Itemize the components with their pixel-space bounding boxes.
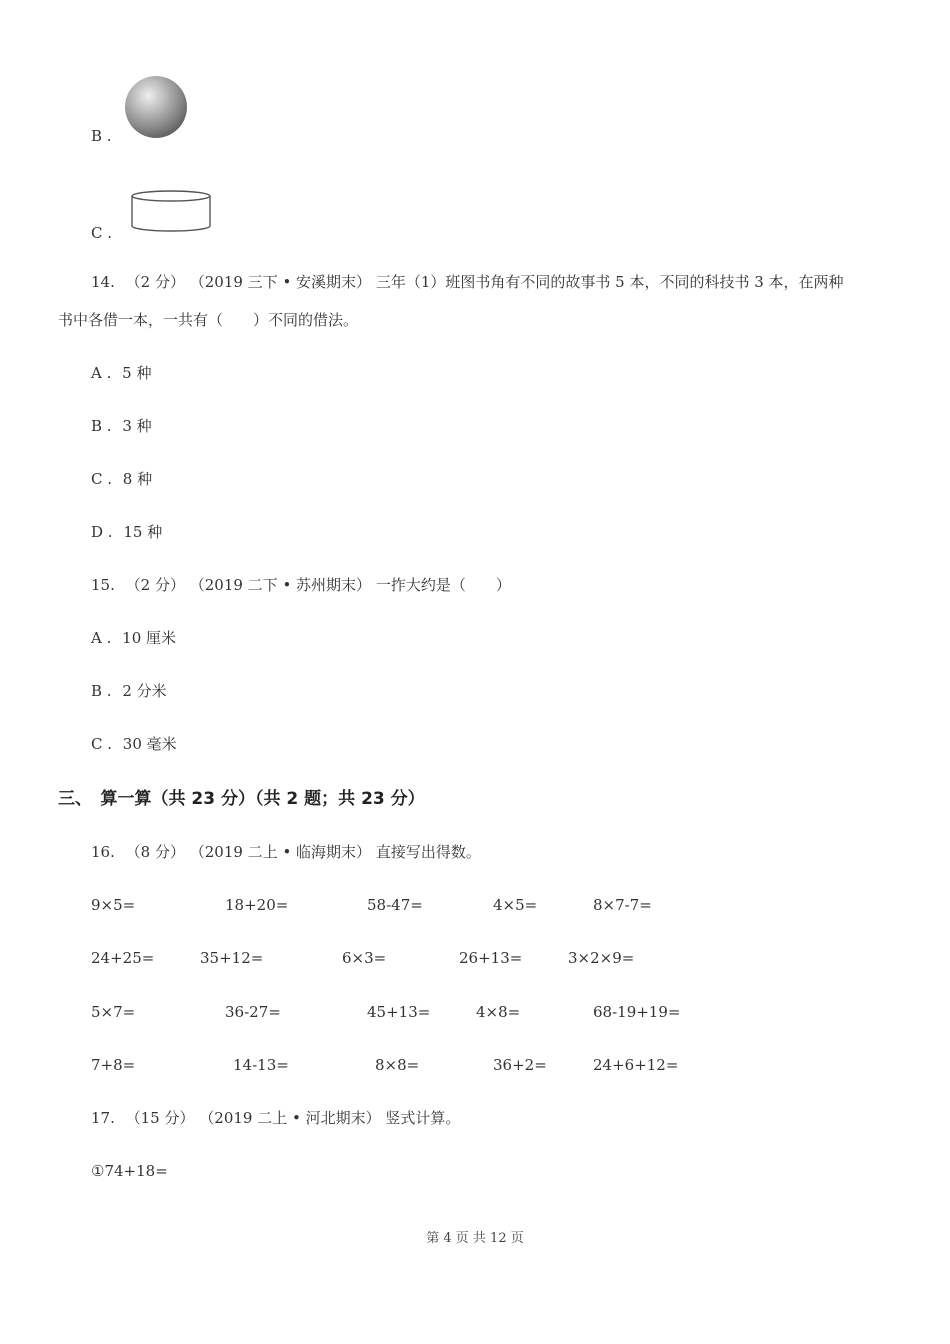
q17-score: （15 分）	[125, 1109, 195, 1127]
q16-line1	[91, 845, 481, 860]
q14-option-a	[91, 366, 151, 381]
q14-option-c	[91, 472, 152, 487]
q15-option-c-text: 30 毫米	[122, 735, 177, 753]
q16-r3-c5: 68-19+19=	[593, 1003, 681, 1021]
q14-option-d-text: 15 种	[123, 523, 163, 541]
q15-option-a-text: 10 厘米	[122, 629, 177, 647]
section-3-heading: 三、 算一算（共 23 分）（共 2 题；共 23 分）	[58, 789, 425, 809]
q17-number: 17.	[91, 1109, 115, 1127]
q16-score: （8 分）	[125, 843, 185, 861]
q14-number: 14.	[91, 273, 115, 291]
q15-option-c	[91, 737, 177, 752]
q14-stem-line1: 三年（1）班图书角有不同的故事书 5 本，不同的科技书 3 本，在两种	[375, 273, 844, 291]
q15-option-b-text: 2 分米	[122, 682, 167, 700]
page-footer: 第 4 页 共 12 页	[426, 1231, 524, 1246]
sphere-image	[123, 74, 189, 140]
q16-r4-c2: 14-13=	[233, 1056, 289, 1074]
q14-option-c-label: C .	[91, 470, 113, 488]
q16-r1-c4: 4×5=	[493, 896, 538, 914]
q14-line1	[91, 275, 844, 290]
q16-r2-c1: 24+25=	[91, 949, 155, 967]
q16-r4-c1: 7+8=	[91, 1056, 136, 1074]
q14-option-d	[91, 525, 162, 540]
q16-r1-c3: 58-47=	[367, 896, 423, 914]
q14-option-b-label: B .	[91, 417, 112, 435]
q16-r2-c5: 3×2×9=	[568, 949, 635, 967]
q14-score: （2 分）	[125, 273, 185, 291]
q15-source: （2019 二下 • 苏州期末）	[189, 576, 372, 594]
q13-option-c-label: C .	[91, 224, 113, 242]
q14-source: （2019 三下 • 安溪期末）	[189, 273, 372, 291]
q17-line1	[91, 1111, 460, 1126]
q15-stem: 一拃大约是（ ）	[375, 576, 511, 594]
q16-r3-c2: 36-27=	[225, 1003, 281, 1021]
q15-option-a-label: A .	[91, 629, 112, 647]
q14-option-d-label: D .	[91, 523, 113, 541]
q16-r3-c4: 4×8=	[476, 1003, 521, 1021]
q17-source: （2019 二上 • 河北期末）	[199, 1109, 381, 1127]
q14-option-b-text: 3 种	[122, 417, 152, 435]
q15-line1	[91, 578, 511, 593]
q16-number: 16.	[91, 843, 115, 861]
q16-r4-c4: 36+2=	[493, 1056, 547, 1074]
q16-r2-c3: 6×3=	[342, 949, 387, 967]
q16-r1-c5: 8×7-7=	[593, 896, 652, 914]
q16-r4-c5: 24+6+12=	[593, 1056, 679, 1074]
q15-option-a	[91, 631, 176, 646]
q15-number: 15.	[91, 576, 115, 594]
q14-stem-line2: 书中各借一本，一共有（ ）不同的借法。	[58, 311, 359, 329]
q14-option-c-text: 8 种	[122, 470, 153, 488]
cylinder-image	[130, 189, 212, 235]
q15-option-b-label: B .	[91, 682, 112, 700]
q16-r3-c3: 45+13=	[367, 1003, 431, 1021]
q16-source: （2019 二上 • 临海期末）	[189, 843, 372, 861]
q16-stem: 直接写出得数。	[375, 843, 481, 861]
q13-option-b-label: B .	[91, 127, 112, 145]
q16-r2-c2: 35+12=	[200, 949, 264, 967]
q15-score: （2 分）	[125, 576, 185, 594]
q16-r3-c1: 5×7=	[91, 1003, 136, 1021]
q15-option-c-label: C .	[91, 735, 113, 753]
q16-r1-c2: 18+20=	[225, 896, 289, 914]
q16-r4-c3: 8×8=	[375, 1056, 420, 1074]
q14-option-a-label: A .	[91, 364, 112, 382]
q15-option-b	[91, 684, 167, 699]
q14-option-a-text: 5 种	[122, 364, 152, 382]
q17-item-1: ①74+18=	[91, 1162, 168, 1180]
q14-option-b	[91, 419, 152, 434]
q16-r1-c1: 9×5=	[91, 896, 136, 914]
q17-stem: 竖式计算。	[385, 1109, 461, 1127]
q16-r2-c4: 26+13=	[459, 949, 523, 967]
